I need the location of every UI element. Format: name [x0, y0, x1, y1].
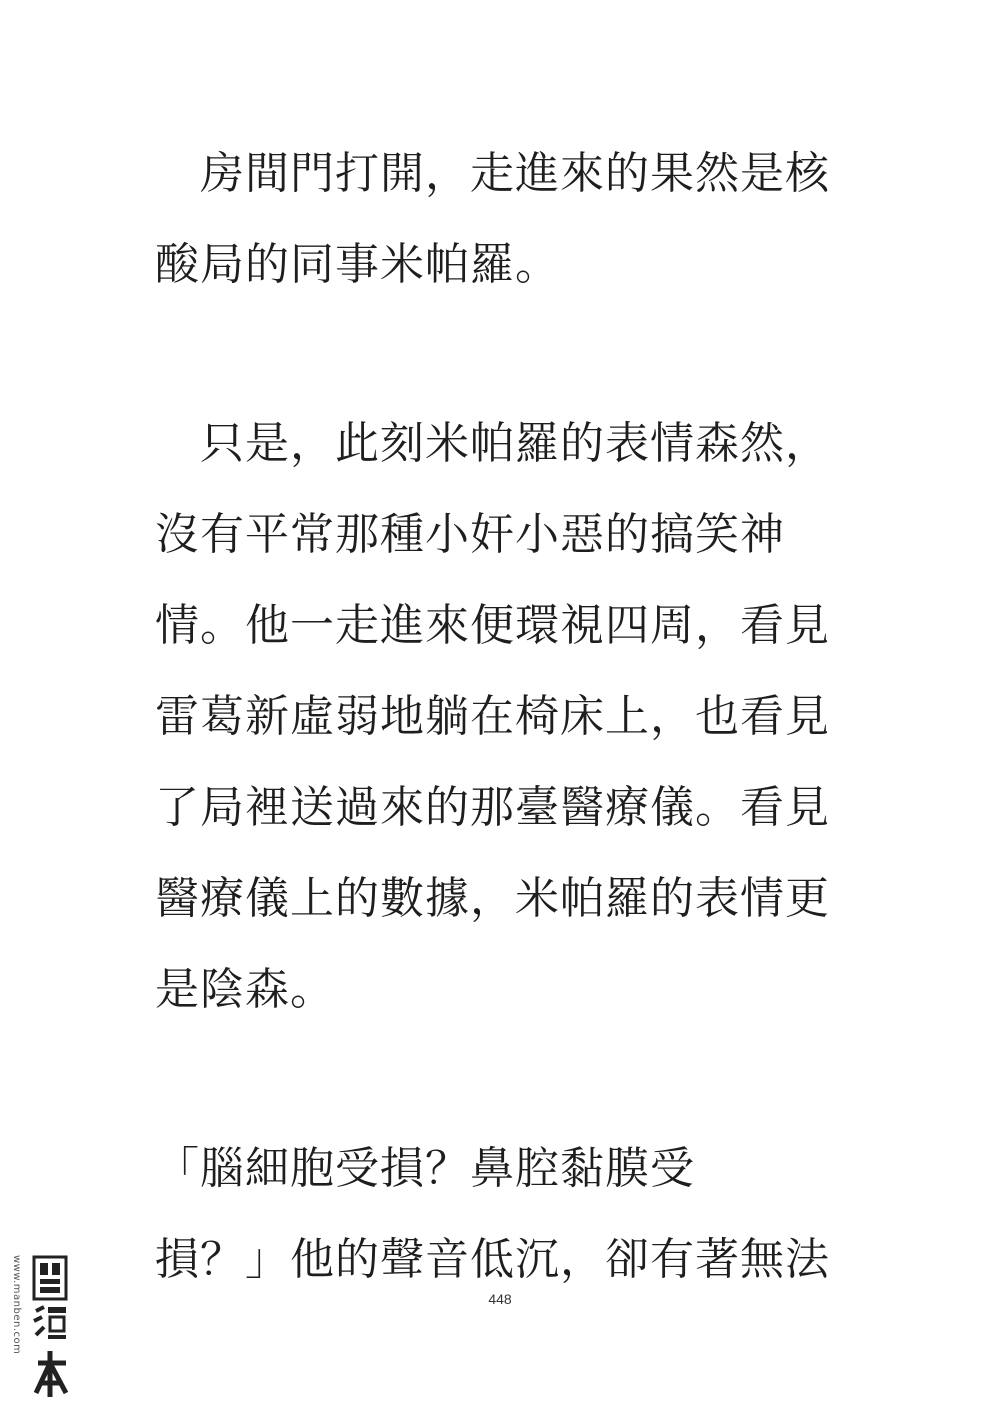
- watermark-logo-icon: [30, 1255, 70, 1405]
- page-number: 448: [488, 1291, 512, 1307]
- watermark-url: www.manben.com: [11, 1255, 22, 1355]
- text-line: 了局裡送過來的那臺醫療儀。看見: [155, 782, 830, 833]
- paragraph-gap: [155, 1035, 855, 1123]
- text-line: 沒有平常那種小奸小惡的搞笑神: [155, 509, 785, 560]
- text-line: 雷葛新虛弱地躺在椅床上，也看見: [155, 691, 830, 742]
- paragraph-gap: [155, 310, 855, 398]
- text-line: 情。他一走進來便環視四周，看見: [155, 600, 830, 651]
- watermark: [8, 1255, 70, 1405]
- body-text: [155, 128, 855, 1305]
- text-line: 是陰森。: [155, 964, 335, 1015]
- text-line: 房間門打開，走進來的果然是核: [155, 148, 830, 199]
- text-line: 「腦細胞受損？鼻腔黏膜受: [155, 1143, 695, 1194]
- text-line: 損？」他的聲音低沉，卻有著無法: [155, 1234, 830, 1285]
- text-line: 只是，此刻米帕羅的表情森然，: [155, 418, 830, 469]
- text-line: 醫療儀上的數據，米帕羅的表情更: [155, 873, 830, 924]
- text-line: 酸局的同事米帕羅。: [155, 239, 560, 290]
